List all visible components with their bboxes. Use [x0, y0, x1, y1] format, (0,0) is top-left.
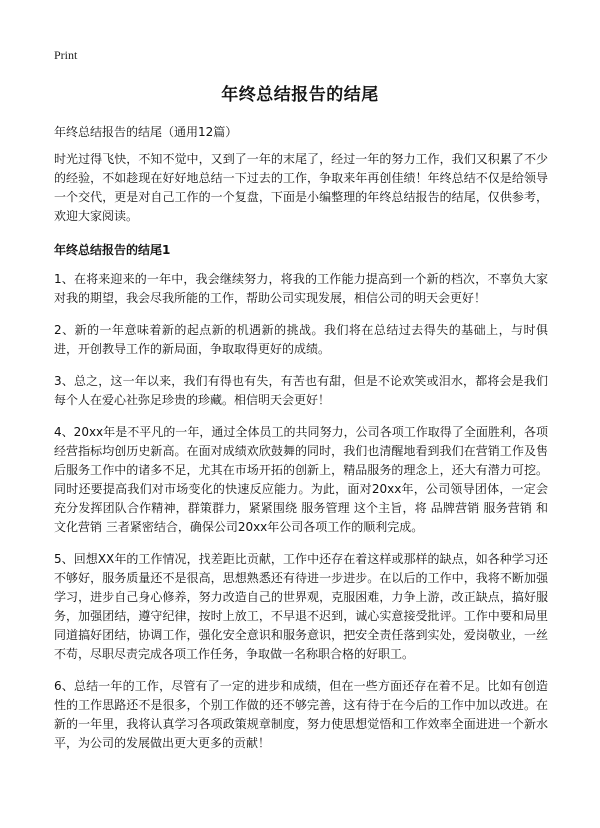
page-title: 年终总结报告的结尾: [221, 85, 379, 105]
paragraph-1: 1、在将来迎来的一年中，我会继续努力，将我的工作能力提高到一个新的档次，不辜负大家对我的期望，我会尽我所能的工作，帮助公司实现发展，相信公司的明天会更好！: [54, 272, 548, 305]
paragraph-3: 3、总之，这一年以来，我们有得也有失，有苦也有甜，但是不论欢笑或泪水，都将会是我们每个人在爱心社弥足珍贵的珍藏。相信明天会更好！: [54, 374, 548, 407]
paragraph-2: 2、新的一年意味着新的起点新的机遇新的挑战。我们将在总结过去得失的基础上，与时俱进，开创教导工作的新局面，争取取得更好的成绩。: [54, 323, 548, 356]
paragraph-4: 4、20xx年是不平凡的一年，通过全体员工的共同努力，公司各项工作取得了全面胜利，各项经营指标均创历史新高。在面对成绩欢欣鼓舞的同时，我们也清醒地看到我们在营销工作及售后服务工作中的诸多不足，尤其在市场开拓的创新上，精品服务的理念上，还大有潜力可挖。同时还要提高我们对市场变化的快速反应能力。为此，面对20xx年，公司领导团体，一定会充分发挥团队合作精神，群策群力，紧紧围绕 服务管理 这个主旨，将 品牌营销 服务营销 和 文化营销 三者紧密结合，确保公司20xx年公司各项工作的顺利完成。: [54, 425, 548, 534]
article-body: [54, 150, 548, 766]
paragraph-6: 6、总结一年的工作，尽管有了一定的进步和成绩，但在一些方面还存在着不足。比如有创造性的工作思路还不是很多，个别工作做的还不够完善，这有待于在今后的工作中加以改进。在新的一年里，我将认真学习各项政策规章制度，努力使思想觉悟和工作效率全面进进一个新水平，为公司的发展做出更大更多的贡献！: [54, 679, 548, 750]
print-link[interactable]: Print: [54, 48, 78, 62]
section-heading: 年终总结报告的结尾1: [54, 243, 171, 257]
intro-paragraph: 时光过得飞快，不知不觉中，又到了一年的末尾了，经过一年的努力工作，我们又积累了不少的经验，不如趁现在好好地总结一下过去的工作，争取来年再创佳绩！年终总结不仅是给领导一个交代，更是对自己工作的一个复盘，下面是小编整理的年终总结报告的结尾，仅供参考，欢迎大家阅读。: [54, 152, 548, 223]
page-subtitle: 年终总结报告的结尾（通用12篇）: [54, 125, 238, 139]
paragraph-5: 5、回想XX年的工作情况，找差距比贡献，工作中还存在着这样或那样的缺点，如各种学习还不够好，服务质量还不是很高，思想熟悉还有待进一步进步。在以后的工作中，我将不断加强学习，进步自己身心修养，努力改造自己的世界观，克服困难，力争上游，改正缺点，搞好服务，加强团结，遵守纪律，按时上放工，不早退不迟到，诚心实意接受批评。工作中要和局里同道搞好团结，协调工作，强化安全意识和服务意识，把安全责任落到实处，爱岗敬业，一丝不苟，尽职尽责完成各项工作任务，争取做一名称职合格的好职工。: [54, 552, 548, 661]
